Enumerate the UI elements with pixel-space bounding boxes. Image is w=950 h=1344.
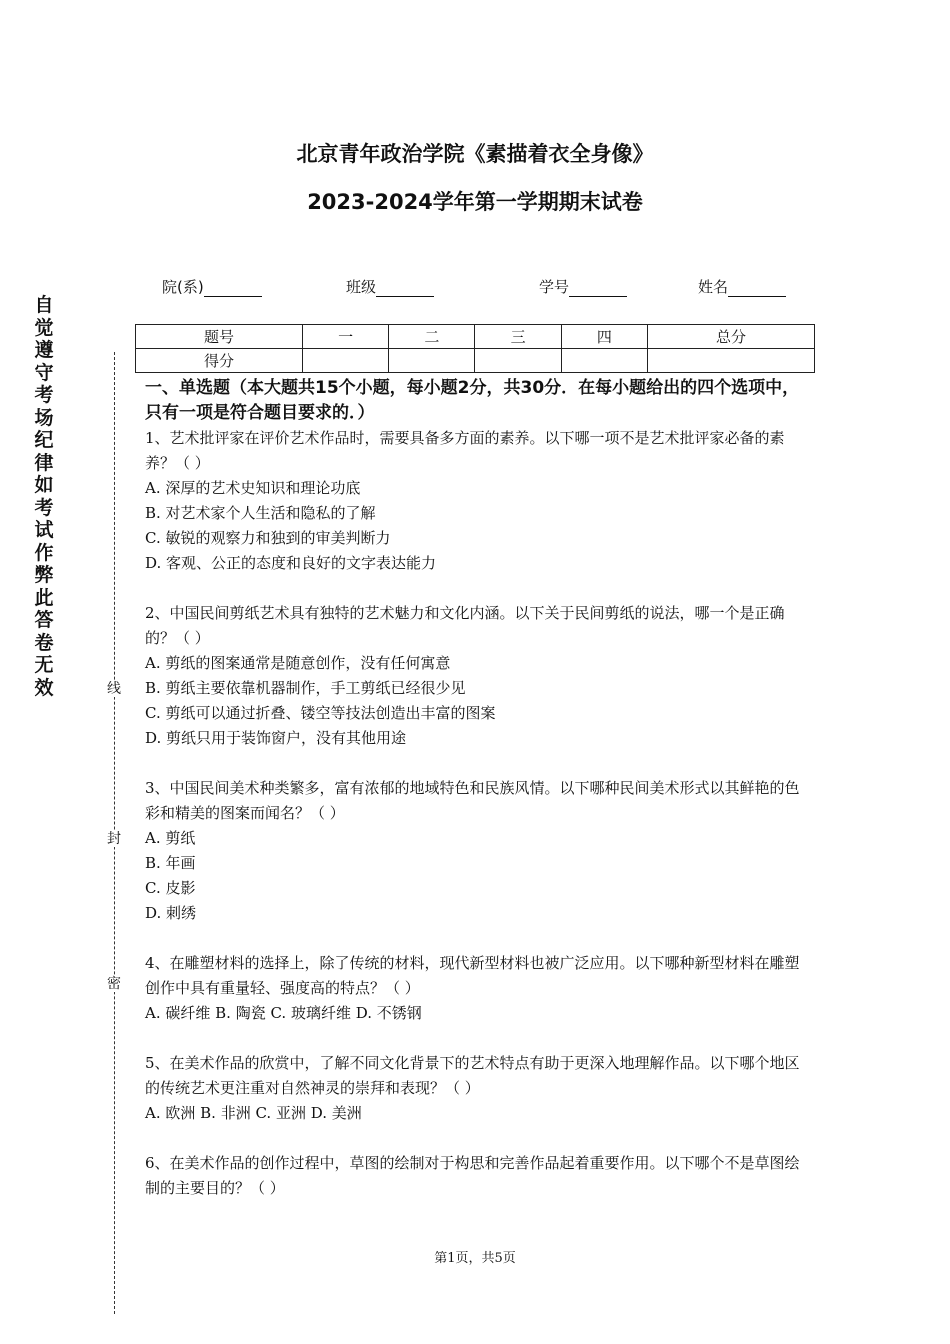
score-table-score-row: [136, 349, 815, 373]
binding-mark-line: 线: [107, 681, 121, 697]
score-row-label: 得分: [136, 349, 303, 373]
question-stem: 1、艺术批评家在评价艺术作品时，需要具备多方面的素养。以下哪一项不是艺术批评家必备的素养？（ ）: [145, 429, 785, 472]
question-stem: 3、中国民间美术种类繁多，富有浓郁的地域特色和民族风情。以下哪种民间美术形式以其鲜艳的色彩和精美的图案而闻名？（ ）: [145, 779, 800, 822]
question-option: C. 剪纸可以通过折叠、镂空等技法创造出丰富的图案: [145, 704, 496, 722]
department-field: [162, 276, 262, 297]
name-blank: [728, 282, 786, 297]
binding-mark-seal: 封: [107, 831, 121, 847]
question-option: A. 深厚的艺术史知识和理论功底: [145, 479, 361, 497]
question-option: B. 年画: [145, 854, 196, 872]
question-option: A. 碳纤维 B. 陶瓷 C. 玻璃纤维 D. 不锈钢: [145, 1004, 422, 1022]
question-option: C. 敏锐的观察力和独到的审美判断力: [145, 529, 391, 547]
class-label: 班级: [346, 278, 377, 296]
question-option: D. 刺绣: [145, 904, 197, 922]
question-4: [145, 951, 810, 1026]
department-label: 院(系): [162, 278, 204, 296]
exam-content: [145, 376, 810, 1201]
score-cell: [303, 349, 389, 373]
exam-title-line1: 北京青年政治学院《素描着衣全身像》: [296, 142, 654, 166]
class-blank: [376, 282, 434, 297]
score-header-cell: 总分: [647, 325, 814, 349]
score-header-cell: 四: [561, 325, 647, 349]
question-option: A. 欧洲 B. 非洲 C. 亚洲 D. 美洲: [145, 1104, 362, 1122]
question-option: D. 剪纸只用于装饰窗户，没有其他用途: [145, 729, 407, 747]
exam-title-line2: 2023-2024学年第一学期期末试卷: [307, 190, 643, 214]
question-option: B. 对艺术家个人生活和隐私的了解: [145, 504, 376, 522]
score-cell: [561, 349, 647, 373]
question-option: A. 剪纸: [145, 829, 196, 847]
name-field: [698, 276, 786, 297]
score-cell: [389, 349, 475, 373]
score-cell: [647, 349, 814, 373]
section-heading: 一、单选题（本大题共15个小题，每小题2分，共30分．在每小题给出的四个选项中，只有一项是符合题目要求的．）: [145, 378, 800, 423]
question-stem: 5、在美术作品的欣赏中，了解不同文化背景下的艺术特点有助于更深入地理解作品。以下哪个地区的传统艺术更注重对自然神灵的崇拜和表现？（ ）: [145, 1054, 800, 1097]
binding-mark-secret: 密: [107, 976, 121, 992]
score-table-header-row: [136, 325, 815, 349]
score-header-cell: 题号: [136, 325, 303, 349]
class-field: [346, 276, 434, 297]
score-table: [135, 324, 815, 373]
exam-discipline-note: 自觉遵守考场纪律如考试作弊此答卷无效: [34, 294, 54, 699]
question-option: B. 剪纸主要依靠机器制作，手工剪纸已经很少见: [145, 679, 466, 697]
score-header-cell: 一: [303, 325, 389, 349]
question-option: C. 皮影: [145, 879, 196, 897]
question-5: [145, 1051, 810, 1126]
question-2: [145, 601, 810, 751]
department-blank: [204, 282, 262, 297]
score-header-cell: 三: [475, 325, 561, 349]
question-6: [145, 1151, 810, 1201]
student-id-field: [539, 276, 627, 297]
question-option: D. 客观、公正的态度和良好的文字表达能力: [145, 554, 437, 572]
score-header-cell: 二: [389, 325, 475, 349]
page-footer: 第1页，共5页: [434, 1251, 516, 1266]
question-stem: 6、在美术作品的创作过程中，草图的绘制对于构思和完善作品起着重要作用。以下哪个不是草图绘制的主要目的？（ ）: [145, 1154, 800, 1197]
name-label: 姓名: [698, 278, 729, 296]
score-cell: [475, 349, 561, 373]
question-stem: 4、在雕塑材料的选择上，除了传统的材料，现代新型材料也被广泛应用。以下哪种新型材料在雕塑创作中具有重量轻、强度高的特点？（ ）: [145, 954, 800, 997]
question-1: [145, 426, 810, 576]
question-3: [145, 776, 810, 926]
question-option: A. 剪纸的图案通常是随意创作，没有任何寓意: [145, 654, 451, 672]
question-stem: 2、中国民间剪纸艺术具有独特的艺术魅力和文化内涵。以下关于民间剪纸的说法，哪一个是正确的？（ ）: [145, 604, 785, 647]
student-id-blank: [569, 282, 627, 297]
student-id-label: 学号: [539, 278, 570, 296]
